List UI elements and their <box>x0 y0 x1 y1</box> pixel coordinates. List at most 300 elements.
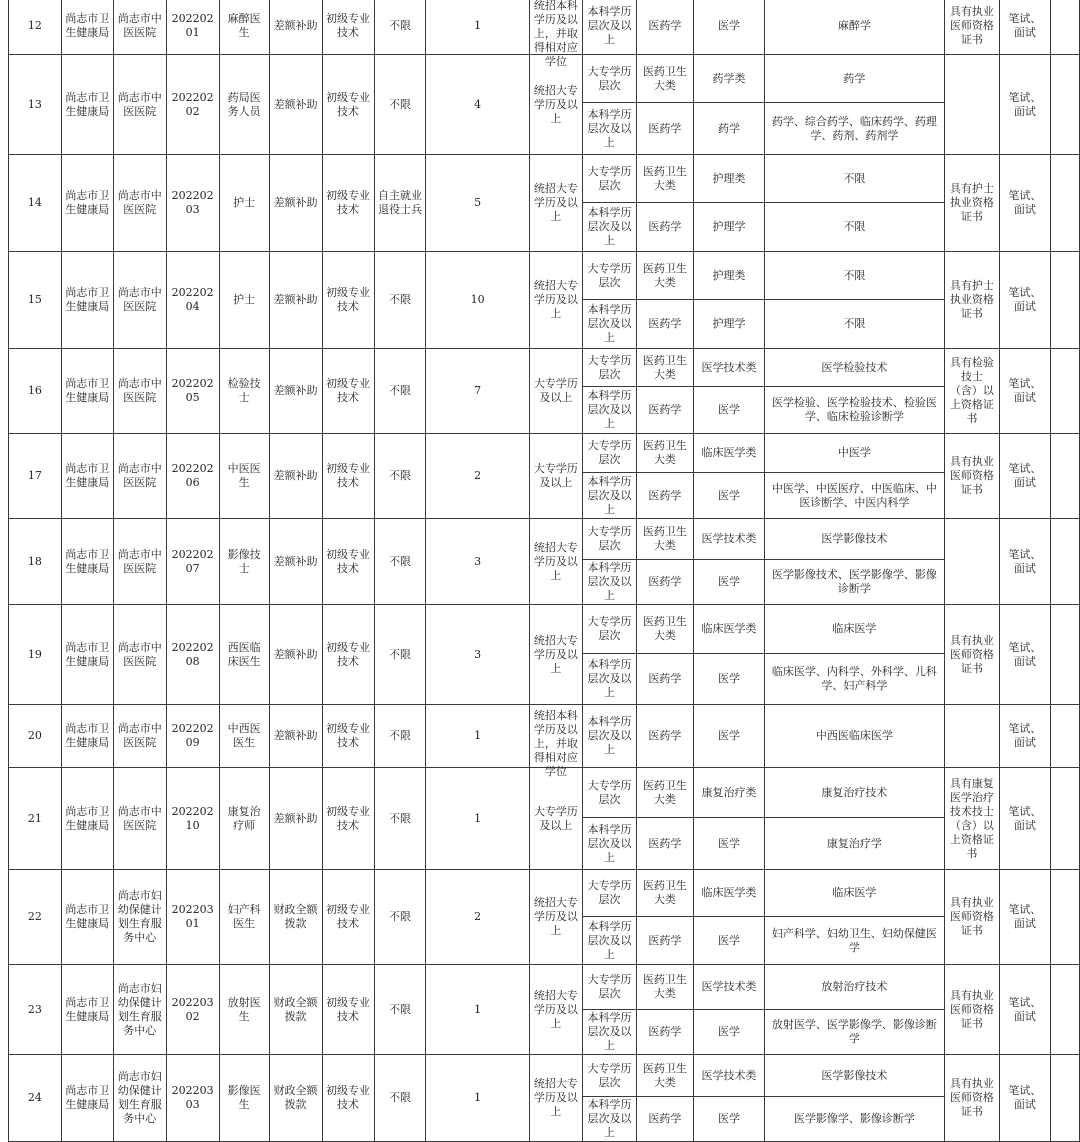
cell-unit <box>113 519 166 605</box>
cell-edu-level-text: 本科学历层次及以上 <box>587 474 632 516</box>
cell-exam-text: 笔试、面试 <box>1008 377 1042 404</box>
cell-limit <box>374 0 426 55</box>
cell-level <box>322 155 374 252</box>
cell-post <box>219 870 269 965</box>
cell-exam <box>1000 252 1050 349</box>
cell-level <box>322 519 374 605</box>
cell-edu <box>529 0 582 68</box>
cell-unit-text: 尚志市中医医院 <box>117 547 162 575</box>
cell-exam-text: 笔试、面试 <box>1008 547 1042 575</box>
cell-post-text: 妇产科医生 <box>227 903 261 930</box>
cell-edu-level-text: 本科学历层次及以上 <box>587 658 632 699</box>
cell-discipline-text: 护理类 <box>712 171 746 185</box>
cell-fund-text: 差额补助 <box>273 811 318 825</box>
cell-code <box>166 55 219 155</box>
cell-category-text: 医药学 <box>648 836 682 850</box>
cell-code-text: 20220204 <box>171 286 214 313</box>
cell-level <box>322 252 374 349</box>
cell-fund-text: 财政全额拨款 <box>273 903 318 930</box>
cell-code <box>166 965 219 1055</box>
table-row <box>9 519 1080 560</box>
cell-num <box>426 0 529 55</box>
cell-category <box>636 560 693 605</box>
cell-limit <box>374 349 426 434</box>
cell-qual <box>944 155 1000 252</box>
cell-dept-text: 尚志市卫生健康局 <box>65 995 110 1023</box>
cell-discipline <box>693 605 764 654</box>
cell-code-text: 20220209 <box>171 722 214 749</box>
cell-category <box>636 965 693 1010</box>
cell-major-text: 临床医学 <box>832 622 877 635</box>
cell-edu-level <box>583 155 637 203</box>
cell-limit <box>374 870 426 965</box>
cell-num-text: 4 <box>474 97 482 111</box>
cell-level <box>322 705 374 768</box>
cell-unit-text: 尚志市中医医院 <box>117 189 162 216</box>
cell-post <box>219 434 269 519</box>
cell-unit-text: 尚志市中医医院 <box>117 722 162 749</box>
cell-category-text: 医药学 <box>648 672 682 685</box>
cell-blank <box>1050 870 1079 965</box>
cell-unit <box>113 0 166 55</box>
cell-qual-text: 具有执业医师资格证书 <box>949 988 994 1030</box>
cell-edu-level <box>583 300 637 349</box>
cell-dept <box>61 605 113 705</box>
cell-exam <box>1000 870 1050 965</box>
cell-major <box>765 605 944 654</box>
cell-level-text: 初级专业技术 <box>326 547 371 575</box>
cell-major <box>765 519 944 560</box>
cell-dept <box>61 965 113 1055</box>
cell-post-text: 影像医生 <box>227 1084 261 1111</box>
cell-blank <box>1050 0 1079 55</box>
cell-fund <box>269 434 322 519</box>
cell-discipline-text: 医学 <box>717 488 740 502</box>
cell-code-text: 20220205 <box>171 377 214 404</box>
cell-no-text: 13 <box>27 97 42 111</box>
cell-num <box>426 155 529 252</box>
cell-blank <box>1050 55 1079 155</box>
cell-post-text: 护士 <box>233 196 256 209</box>
cell-discipline <box>693 0 764 55</box>
cell-major-text: 医学检验技术 <box>821 360 888 374</box>
cell-major-text: 药学、综合药学、临床药学、药理学、药剂、药剂学 <box>771 114 937 142</box>
cell-level-text: 初级专业技术 <box>326 722 371 749</box>
cell-category <box>636 473 693 519</box>
cell-edu-level <box>583 349 637 387</box>
cell-category <box>636 387 693 434</box>
cell-edu-level <box>583 917 637 965</box>
cell-level <box>322 605 374 705</box>
cell-exam-text: 笔试、面试 <box>1008 995 1042 1023</box>
cell-dept <box>61 434 113 519</box>
cell-dept-text: 尚志市卫生健康局 <box>65 462 110 489</box>
cell-major-text: 妇产科学、妇幼卫生、妇幼保健医学 <box>771 926 937 954</box>
cell-qual <box>944 349 1000 434</box>
cell-major <box>765 387 944 434</box>
cell-exam <box>1000 705 1050 768</box>
cell-major <box>765 917 944 965</box>
cell-edu-level-text: 本科学历层次及以上 <box>587 822 632 864</box>
cell-blank <box>1050 1055 1079 1142</box>
cell-level-text: 初级专业技术 <box>326 189 371 216</box>
cell-unit <box>113 1055 166 1142</box>
cell-no-text: 12 <box>27 19 42 32</box>
cell-dept-text: 尚志市卫生健康局 <box>65 189 110 216</box>
cell-major <box>765 103 944 155</box>
cell-dept-text: 尚志市卫生健康局 <box>65 377 110 404</box>
cell-edu-level-text: 本科学历层次及以上 <box>587 107 632 149</box>
cell-unit <box>113 965 166 1055</box>
cell-major-text: 临床医学 <box>832 886 877 899</box>
cell-exam-text: 笔试、面试 <box>1008 804 1042 832</box>
cell-edu-level-text: 本科学历层次及以上 <box>587 5 632 46</box>
cell-level <box>322 434 374 519</box>
cell-fund <box>269 55 322 155</box>
cell-category-text: 医药卫生大类 <box>642 525 687 552</box>
cell-num-text: 1 <box>474 729 482 742</box>
cell-no <box>9 434 62 519</box>
cell-no <box>9 55 62 155</box>
cell-blank <box>1050 434 1079 519</box>
cell-category <box>636 434 693 473</box>
cell-discipline <box>693 473 764 519</box>
cell-dept-text: 尚志市卫生健康局 <box>65 903 110 930</box>
cell-discipline <box>693 818 764 870</box>
cell-edu <box>529 705 582 778</box>
cell-category-text: 医药学 <box>648 121 682 135</box>
cell-qual <box>944 768 1000 870</box>
cell-discipline <box>693 965 764 1010</box>
cell-code-text: 20220303 <box>171 1084 214 1111</box>
cell-blank <box>1050 605 1079 705</box>
cell-dept <box>61 1055 113 1142</box>
cell-level-text: 初级专业技术 <box>326 903 371 930</box>
cell-edu-text: 统招大专学历及以上 <box>533 988 578 1030</box>
cell-level-text: 初级专业技术 <box>326 462 371 489</box>
cell-edu-level <box>583 705 637 768</box>
cell-qual <box>944 434 1000 519</box>
cell-exam-text: 笔试、面试 <box>1008 90 1042 118</box>
cell-edu-level-text: 大专学历层次 <box>587 64 632 92</box>
cell-qual <box>944 605 1000 705</box>
cell-unit <box>113 434 166 519</box>
cell-discipline <box>693 654 764 705</box>
cell-edu-level-text: 大专学历层次 <box>587 879 632 906</box>
cell-post <box>219 768 269 870</box>
cell-post <box>219 1055 269 1142</box>
cell-edu <box>529 768 582 870</box>
cell-qual-text: 具有护士执业资格证书 <box>949 182 994 223</box>
cell-num-text: 1 <box>474 1002 482 1016</box>
cell-exam <box>1000 55 1050 155</box>
cell-blank <box>1050 965 1079 1055</box>
cell-dept <box>61 55 113 155</box>
cell-edu-level <box>583 1055 637 1097</box>
cell-dept-text: 尚志市卫生健康局 <box>65 286 110 313</box>
cell-major <box>765 560 944 605</box>
cell-post-text: 影像技士 <box>227 547 261 575</box>
cell-edu-level <box>583 560 637 605</box>
cell-no <box>9 0 62 55</box>
cell-num <box>426 605 529 705</box>
cell-fund <box>269 1055 322 1142</box>
cell-edu-level <box>583 252 637 300</box>
cell-edu-level <box>583 605 637 654</box>
cell-fund-text: 差额补助 <box>273 469 318 482</box>
cell-major <box>765 203 944 252</box>
cell-exam <box>1000 0 1050 55</box>
cell-exam <box>1000 519 1050 605</box>
cell-num <box>426 349 529 434</box>
cell-no <box>9 252 62 349</box>
cell-num-text: 1 <box>474 19 482 32</box>
cell-no <box>9 605 62 705</box>
cell-limit-text: 不限 <box>388 1091 411 1104</box>
cell-exam <box>1000 155 1050 252</box>
cell-edu-level-text: 本科学历层次及以上 <box>587 1011 632 1052</box>
cell-discipline-text: 医学 <box>717 729 740 742</box>
cell-category <box>636 705 693 768</box>
cell-no-text: 14 <box>27 196 42 209</box>
cell-category-text: 医药卫生大类 <box>642 879 687 906</box>
cell-discipline-text: 医学 <box>717 19 740 32</box>
cell-qual-text: 具有执业医师资格证书 <box>949 1077 994 1118</box>
cell-edu-text: 统招大专学历及以上 <box>533 896 578 937</box>
table-row <box>9 252 1080 300</box>
cell-blank <box>1050 768 1079 870</box>
cell-edu-level-text: 本科学历层次及以上 <box>587 561 632 602</box>
cell-fund-text: 差额补助 <box>273 729 318 742</box>
cell-code <box>166 252 219 349</box>
cell-category-text: 医药卫生大类 <box>642 164 687 192</box>
cell-category <box>636 300 693 349</box>
cell-level <box>322 870 374 965</box>
cell-edu-level <box>583 55 637 103</box>
cell-edu-level-text: 本科学历层次及以上 <box>587 919 632 961</box>
cell-discipline-text: 医学技术类 <box>701 1068 757 1082</box>
cell-edu-level-text: 本科学历层次及以上 <box>587 1098 632 1139</box>
cell-major <box>765 870 944 917</box>
cell-code-text: 20220210 <box>171 804 214 832</box>
cell-no-text: 23 <box>27 1002 42 1016</box>
cell-level-text: 初级专业技术 <box>326 286 371 313</box>
cell-discipline-text: 药学类 <box>712 71 746 85</box>
cell-discipline-text: 医学技术类 <box>701 532 757 545</box>
table-row <box>9 705 1080 768</box>
cell-category-text: 医药卫生大类 <box>642 615 687 642</box>
cell-code-text: 20220302 <box>171 995 214 1023</box>
cell-no-text: 24 <box>27 1091 42 1104</box>
cell-qual <box>944 870 1000 965</box>
cell-discipline <box>693 252 764 300</box>
cell-dept <box>61 155 113 252</box>
cell-blank <box>1050 519 1079 605</box>
cell-post-text: 药局医务人员 <box>227 90 261 118</box>
cell-level-text: 初级专业技术 <box>326 90 371 118</box>
cell-major <box>765 1055 944 1097</box>
cell-limit-text: 不限 <box>388 293 411 306</box>
cell-major-text: 医学检验、医学检验技术、检验医学、临床检验诊断学 <box>771 396 937 423</box>
cell-num <box>426 55 529 155</box>
cell-discipline-text: 护理学 <box>712 317 746 330</box>
cell-no-text: 22 <box>27 910 42 923</box>
cell-limit <box>374 55 426 155</box>
cell-limit-text: 自主就业退役士兵 <box>377 189 422 216</box>
cell-dept <box>61 519 113 605</box>
cell-level-text: 初级专业技术 <box>326 377 371 404</box>
cell-edu-level <box>583 1097 637 1142</box>
cell-fund-text: 差额补助 <box>273 293 318 306</box>
cell-qual-text: 具有执业医师资格证书 <box>949 633 994 675</box>
cell-category <box>636 519 693 560</box>
cell-exam-text: 笔试、面试 <box>1008 286 1042 313</box>
cell-major <box>765 1010 944 1055</box>
cell-edu-level <box>583 965 637 1010</box>
cell-major-text: 不限 <box>843 171 866 185</box>
cell-major <box>765 768 944 818</box>
cell-category <box>636 55 693 103</box>
cell-edu-level-text: 本科学历层次及以上 <box>587 389 632 430</box>
cell-no <box>9 349 62 434</box>
cell-discipline-text: 医学 <box>717 575 740 588</box>
cell-qual-text: 具有执业医师资格证书 <box>949 455 994 496</box>
cell-level-text: 初级专业技术 <box>326 995 371 1023</box>
cell-no <box>9 519 62 605</box>
cell-fund-text: 财政全额拨款 <box>273 995 318 1023</box>
cell-category <box>636 818 693 870</box>
cell-discipline-text: 康复治疗类 <box>701 785 757 799</box>
cell-code-text: 20220201 <box>171 12 214 39</box>
cell-dept-text: 尚志市卫生健康局 <box>65 12 110 39</box>
cell-no-text: 16 <box>27 384 42 397</box>
table-row <box>9 434 1080 473</box>
cell-qual <box>944 519 1000 605</box>
cell-num-text: 5 <box>474 196 482 209</box>
cell-edu-level <box>583 473 637 519</box>
cell-edu-level <box>583 103 637 155</box>
cell-edu-level <box>583 519 637 560</box>
cell-fund-text: 差额补助 <box>273 647 318 661</box>
cell-edu-level <box>583 1010 637 1055</box>
cell-major <box>765 434 944 473</box>
cell-major <box>765 705 944 768</box>
cell-fund-text: 差额补助 <box>273 384 318 397</box>
cell-num <box>426 705 529 768</box>
cell-code <box>166 434 219 519</box>
cell-major <box>765 349 944 387</box>
cell-major <box>765 55 944 103</box>
cell-limit-text: 不限 <box>388 647 411 661</box>
cell-category <box>636 870 693 917</box>
cell-major-text: 医学影像学、影像诊断学 <box>793 1112 915 1125</box>
cell-limit <box>374 434 426 519</box>
cell-discipline-text: 护理类 <box>712 268 746 282</box>
cell-fund <box>269 965 322 1055</box>
cell-code <box>166 870 219 965</box>
cell-limit <box>374 252 426 349</box>
cell-num <box>426 1055 529 1142</box>
cell-category-text: 医药学 <box>648 1025 682 1038</box>
cell-category-text: 医药学 <box>648 575 682 588</box>
cell-edu <box>529 870 582 965</box>
cell-post-text: 麻醉医生 <box>227 12 261 39</box>
cell-no-text: 21 <box>27 811 42 825</box>
cell-unit <box>113 605 166 705</box>
cell-unit <box>113 252 166 349</box>
table-row <box>9 1055 1080 1097</box>
cell-major <box>765 300 944 349</box>
cell-exam-text: 笔试、面试 <box>1008 640 1042 668</box>
cell-edu <box>529 519 582 605</box>
cell-category <box>636 103 693 155</box>
cell-limit <box>374 519 426 605</box>
cell-dept-text: 尚志市卫生健康局 <box>65 90 110 118</box>
cell-num-text: 7 <box>474 384 482 397</box>
cell-category <box>636 1010 693 1055</box>
cell-category-text: 医药学 <box>648 933 682 947</box>
cell-qual-text: 具有执业医师资格证书 <box>949 896 994 937</box>
cell-fund <box>269 768 322 870</box>
cell-code <box>166 0 219 55</box>
cell-fund-text: 差额补助 <box>273 19 318 32</box>
cell-qual-text: 具有检验技士（含）以上资格证书 <box>949 356 994 425</box>
table-row <box>9 605 1080 654</box>
cell-edu-text: 大专学历及以上 <box>533 804 578 832</box>
cell-discipline <box>693 103 764 155</box>
cell-fund-text: 差额补助 <box>273 97 318 111</box>
cell-edu-text: 大专学历及以上 <box>533 377 578 404</box>
cell-no-text: 18 <box>27 554 42 568</box>
cell-post <box>219 252 269 349</box>
cell-post-text: 检验技士 <box>227 377 261 404</box>
cell-num-text: 3 <box>474 554 482 568</box>
cell-fund <box>269 0 322 55</box>
cell-qual <box>944 1055 1000 1142</box>
cell-post <box>219 349 269 434</box>
cell-unit <box>113 155 166 252</box>
cell-edu-level-text: 本科学历层次及以上 <box>587 303 632 344</box>
table-row <box>9 965 1080 1010</box>
cell-edu-level <box>583 203 637 252</box>
cell-discipline <box>693 705 764 768</box>
cell-num-text: 2 <box>474 469 482 482</box>
cell-edu-level-text: 大专学历层次 <box>587 439 632 466</box>
cell-unit-text: 尚志市妇幼保健计划生育服务中心 <box>117 981 162 1037</box>
cell-edu-level-text: 本科学历层次及以上 <box>587 206 632 247</box>
cell-discipline <box>693 55 764 103</box>
cell-limit-text: 不限 <box>388 554 411 568</box>
cell-blank <box>1050 155 1079 252</box>
cell-no-text: 20 <box>27 729 42 742</box>
cell-category-text: 医药学 <box>648 220 682 233</box>
cell-category-text: 医药学 <box>648 488 682 502</box>
cell-limit <box>374 155 426 252</box>
recruitment-table <box>8 0 1080 1142</box>
cell-limit <box>374 705 426 768</box>
cell-level-text: 初级专业技术 <box>326 640 371 668</box>
cell-unit <box>113 768 166 870</box>
cell-edu-level <box>583 0 637 55</box>
cell-qual <box>944 55 1000 155</box>
cell-category-text: 医药学 <box>648 19 682 32</box>
cell-qual-text: 具有执业医师资格证书 <box>949 5 994 46</box>
cell-category <box>636 155 693 203</box>
cell-dept <box>61 870 113 965</box>
cell-exam-text: 笔试、面试 <box>1008 12 1042 39</box>
cell-no-text: 17 <box>27 469 42 482</box>
cell-discipline-text: 医学 <box>717 836 740 850</box>
